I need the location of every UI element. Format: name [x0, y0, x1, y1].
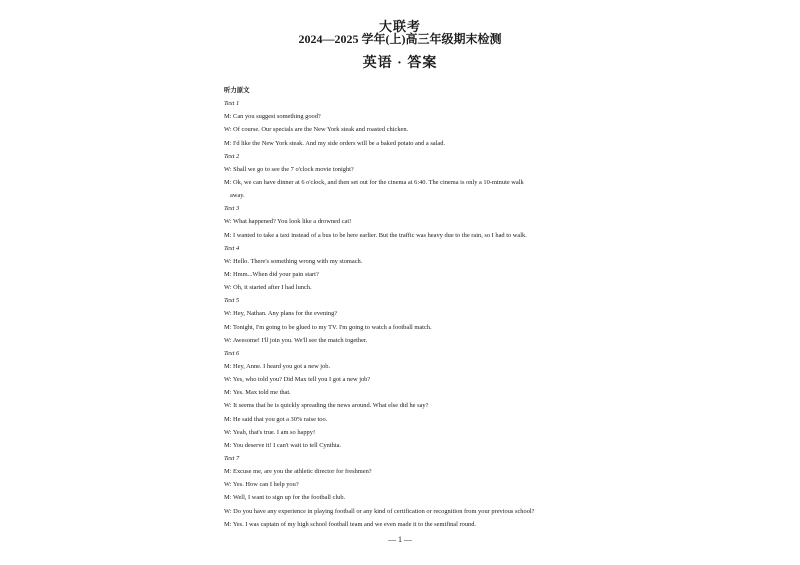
- transcript-line: W: Shall we go to see the 7 o'clock movie tonight?: [224, 165, 354, 173]
- transcript-line: W: Yeah, that's true. I am so happy!: [224, 428, 316, 436]
- transcript-line: M: I'd like the New York steak. And my side orders will be a baked potato and a salad.: [224, 139, 446, 147]
- transcript-line: W: It seems that he is quickly spreading the news around. What else did he say?: [224, 402, 429, 410]
- text-heading: Text 6: [224, 349, 240, 357]
- answer-heading: 英语 · 答案: [362, 56, 438, 71]
- exam-title: 大联考: [378, 19, 421, 34]
- transcript-line: M: Excuse me, are you the athletic director for freshmen?: [224, 468, 372, 476]
- transcript-line: M: I wanted to take a taxi instead of a bus to be here earlier. But the traffic was heavy due to the rain, so I had to walk.: [224, 231, 527, 239]
- text-heading: Text 1: [224, 100, 240, 108]
- transcript-line: M: Yes. Max told me that.: [224, 389, 291, 397]
- transcript-line: M: You deserve it! I can't wait to tell Cynthia.: [224, 441, 342, 449]
- text-heading: Text 5: [224, 297, 240, 305]
- page-number: — 1 —: [388, 535, 412, 544]
- transcript-line: W: Hey, Nathan. Any plans for the evening?: [224, 310, 338, 318]
- transcript-line: M: He said that you got a 30% raise too.: [224, 415, 328, 423]
- transcript-line: W: What happened? You look like a drowned cat!: [224, 218, 352, 226]
- text-heading: Text 7: [224, 454, 240, 462]
- transcript-line: M: Well, I want to sign up for the football club.: [224, 494, 346, 502]
- text-heading: Text 2: [224, 152, 240, 160]
- text-heading: Text 3: [224, 205, 240, 213]
- transcript-line: W: Yes. How can I help you?: [224, 481, 299, 489]
- transcript-line: M: Tonight, I'm going to be glued to my TV. I'm going to watch a football match.: [224, 323, 432, 331]
- transcript-line: M: Hmm...When did your pain start?: [224, 270, 319, 278]
- transcript-line: W: Awesome! I'll join you. We'll see the match together.: [224, 336, 368, 344]
- exam-subtitle: 2024—2025 学年(上)高三年级期末检测: [298, 32, 502, 46]
- transcript-line: W: Yes, who told you? Did Max tell you I got a new job?: [224, 376, 371, 384]
- transcript-line: M: Ok, we can have dinner at 6 o'clock, and then set out for the cinema at 6:40. The cinema is only a 10-minute walk: [224, 178, 524, 186]
- section-heading: 听力原文: [224, 87, 250, 94]
- transcript-line: M: Can you suggest something good?: [224, 113, 321, 121]
- transcript-line: W: Oh, it started after I had lunch.: [224, 284, 312, 292]
- text-heading: Text 4: [224, 244, 240, 252]
- transcript-line: M: Hey, Anne. I heard you got a new job.: [224, 362, 331, 370]
- transcript-line: W: Do you have any experience in playing football or any kind of certification or recognition from your previous school?: [224, 507, 535, 515]
- transcript-line: away.: [230, 192, 245, 200]
- transcript-line: W: Hello. There's something wrong with my stomach.: [224, 257, 363, 265]
- transcript-body: [224, 84, 594, 531]
- transcript-line: W: Of course. Our specials are the New York steak and roasted chicken.: [224, 126, 409, 134]
- transcript-line: M: Yes. I was captain of my high school football team and we even made it to the semifinal round.: [224, 520, 477, 528]
